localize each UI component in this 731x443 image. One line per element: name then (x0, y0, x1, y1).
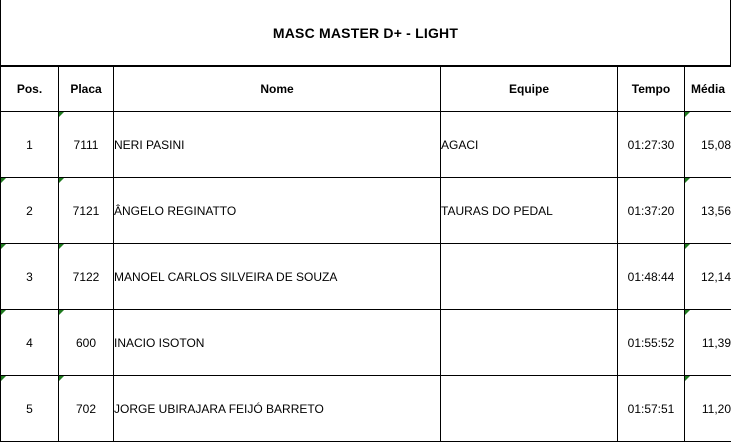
cell-equipe (441, 244, 618, 310)
cell-tempo: 01:55:52 (618, 310, 685, 376)
placa-value: 600 (75, 335, 97, 350)
pos-value: 5 (26, 401, 33, 416)
placa-value: 7121 (72, 203, 100, 218)
pos-value: 4 (26, 335, 33, 350)
media-value: 11,20 (701, 401, 731, 416)
cell-pos (1, 178, 59, 244)
header-placa: Placa (59, 67, 114, 112)
cell-equipe (441, 310, 618, 376)
cell-media (685, 244, 731, 310)
header-equipe: Equipe (441, 67, 618, 112)
header-tempo: Tempo (618, 67, 685, 112)
results-table (0, 66, 731, 442)
comment-marker (685, 376, 690, 381)
cell-pos (1, 376, 59, 442)
cell-pos: 1 (1, 112, 59, 178)
comment-marker (59, 178, 64, 183)
header-pos: Pos. (1, 67, 59, 112)
comment-marker (59, 244, 64, 249)
comment-marker (1, 244, 6, 249)
comment-marker (685, 244, 690, 249)
comment-marker (685, 310, 690, 315)
cell-pos (1, 310, 59, 376)
cell-placa (59, 310, 114, 376)
cell-media (685, 178, 731, 244)
cell-nome: ÂNGELO REGINATTO (114, 178, 441, 244)
cell-tempo: 01:27:30 (618, 112, 685, 178)
cell-nome: NERI PASINI (114, 112, 441, 178)
table-row (1, 310, 731, 376)
placa-value: 702 (75, 401, 97, 416)
header-row (1, 67, 731, 112)
cell-placa (59, 112, 114, 178)
comment-marker (59, 310, 64, 315)
table-row (1, 178, 731, 244)
cell-tempo: 01:57:51 (618, 376, 685, 442)
media-value: 12,14 (700, 269, 731, 284)
pos-value: 3 (26, 269, 33, 284)
table-row (1, 376, 731, 442)
cell-equipe: TAURAS DO PEDAL (441, 178, 618, 244)
comment-marker (685, 112, 690, 117)
comment-marker (1, 376, 6, 381)
media-value: 13,56 (700, 203, 731, 218)
cell-placa (59, 244, 114, 310)
placa-value: 7122 (72, 269, 100, 284)
cell-tempo: 01:37:20 (618, 178, 685, 244)
cell-media (685, 376, 731, 442)
cell-pos (1, 244, 59, 310)
comment-marker (1, 178, 6, 183)
cell-placa (59, 178, 114, 244)
placa-value: 7111 (73, 137, 99, 152)
title-cell (0, 0, 731, 66)
table-row (1, 112, 731, 178)
media-value: 11,39 (701, 335, 731, 350)
cell-media (685, 112, 731, 178)
category-title: MASC MASTER D+ - LIGHT (272, 24, 459, 41)
media-value: 15,08 (700, 137, 731, 152)
cell-placa (59, 376, 114, 442)
header-nome: Nome (114, 67, 441, 112)
comment-marker (59, 376, 64, 381)
table-row (1, 244, 731, 310)
cell-nome: MANOEL CARLOS SILVEIRA DE SOUZA (114, 244, 441, 310)
comment-marker (1, 310, 6, 315)
comment-marker (685, 178, 690, 183)
cell-media (685, 310, 731, 376)
header-media: Média (685, 67, 731, 112)
cell-equipe (441, 376, 618, 442)
cell-nome: JORGE UBIRAJARA FEIJÓ BARRETO (114, 376, 441, 442)
cell-equipe: AGACI (441, 112, 618, 178)
cell-tempo: 01:48:44 (618, 244, 685, 310)
comment-marker (59, 112, 64, 117)
pos-value: 2 (26, 203, 33, 218)
cell-nome: INACIO ISOTON (114, 310, 441, 376)
